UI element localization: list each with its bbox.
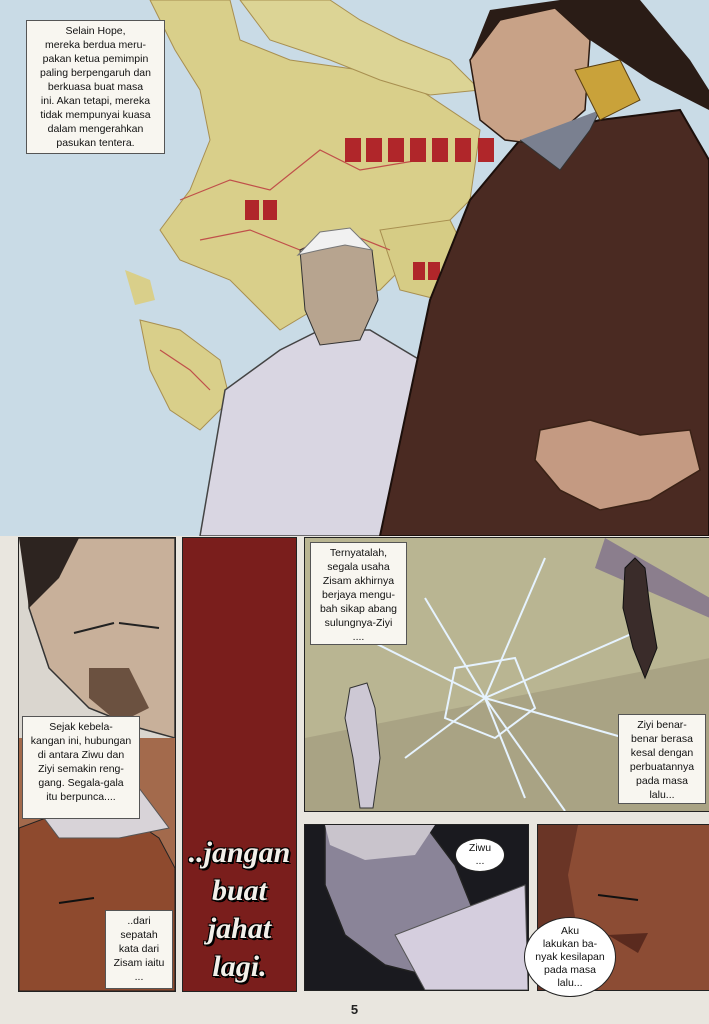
caption-box: Ternyatalah, segala usaha Zisam akhirnya berjaya mengu- bah sikap abang sulungnya-Ziyi .... xyxy=(310,542,407,645)
dialogue-text: ..jangan buat jahat lagi. xyxy=(188,836,291,983)
panel-shattered-glass xyxy=(304,537,709,812)
caption-box: Ziyi benar- benar berasa kesal dengan perbuatannya pada masa lalu... xyxy=(618,714,706,804)
caption-box: ..dari sepatah kata dari Zisam iaitu ... xyxy=(105,910,173,989)
speech-bubble: Aku lakukan ba- nyak kesilapan pada masa lalu... xyxy=(524,917,616,997)
panel-left-portraits xyxy=(18,537,176,992)
caption-box: Selain Hope, mereka berdua meru- pakan ketua pemimpin paling berpengaruh dan berkuasa buat masa ini. Akan tetapi, mereka tidak mempunyai kuasa dalam mengerahkan pasukan tentera. xyxy=(26,20,165,154)
page-number: 5 xyxy=(350,1002,359,1017)
panel-red-text xyxy=(182,537,297,992)
panel-bottom-middle xyxy=(304,824,529,991)
caption-box: Sejak kebela- kangan ini, hubungan di antara Ziwu dan Ziyi semakin reng- gang. Segala-gala itu berpunca.... xyxy=(22,716,140,819)
speech-bubble: Ziwu ... xyxy=(455,838,505,872)
